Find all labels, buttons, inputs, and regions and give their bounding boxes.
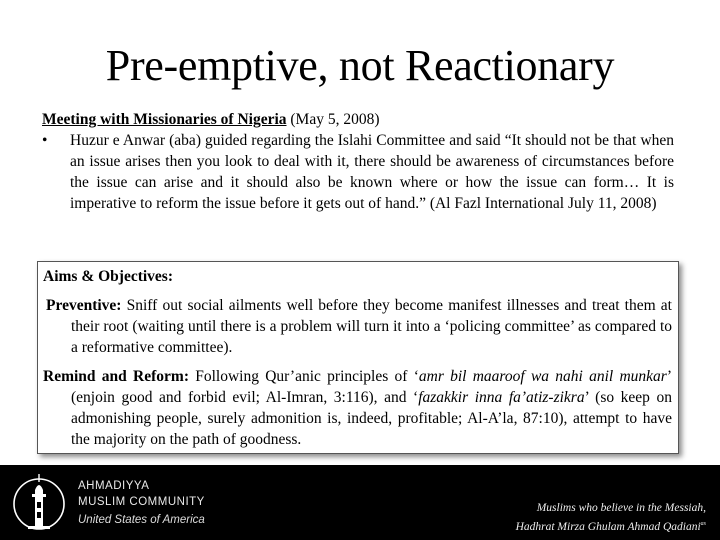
preventive-label: Preventive:	[46, 297, 122, 314]
remind-label: Remind and Reform:	[43, 368, 189, 385]
minaret-logo-icon	[12, 468, 66, 536]
remind-italic-2: fazakkir inna fa’atiz-zikra	[418, 389, 585, 406]
remind-text-1: Following Qur’anic principles of ‘	[195, 368, 419, 385]
tagline-line-2	[516, 516, 706, 535]
remind-italic-1: amr bil maaroof wa nahi anil munkar	[418, 368, 667, 385]
org-line-2: MUSLIM COMMUNITY	[78, 496, 205, 508]
org-line-1: AHMADIYYA	[78, 480, 150, 492]
meeting-date: (May 5, 2008)	[290, 111, 380, 128]
aims-box	[37, 261, 679, 454]
footer-tagline	[516, 500, 706, 535]
aims-heading: Aims & Objectives:	[43, 268, 173, 285]
preventive-text: Sniff out social ailments well before they become manifest illnesses and treat them at their root (waiting until there is a problem will turn it into a ‘policing committee’ as compared to a reformative committee).	[71, 297, 672, 356]
meeting-section	[42, 109, 674, 214]
footer-bar	[0, 465, 720, 540]
remind-text-2: ’ (enjoin good and forbid evil; Al-Imran, 3:116), and ‘	[71, 368, 672, 406]
meeting-heading-line	[42, 109, 674, 130]
tagline-name: Hadhrat Mirza Ghulam Ahmad Qadiani	[515, 520, 701, 533]
meeting-heading: Meeting with Missionaries of Nigeria	[42, 111, 287, 128]
slide-title: Pre-emptive, not Reactionary	[105, 41, 615, 90]
remind-text-3: ’ (so keep on admonishing people, surely admonition is, indeed, profitable; Al-A’la, 87:10), attempt to have the majority on the path of goodness.	[71, 389, 672, 448]
tagline-line-1: Muslims who believe in the Messiah,	[536, 502, 706, 514]
meeting-quote: Huzur e Anwar (aba) guided regarding the Islahi Committee and said “It should not be that when an issue arises then you look to deal with it, there should be awareness of circumstances before the issue can arise and it should also be known where or how the issue can form… It is imperative to reform the issue before it gets out of hand.” (Al Fazl International July 11, 2008)	[70, 132, 674, 212]
preventive-item	[43, 295, 672, 358]
meeting-bullet	[42, 130, 674, 214]
remind-item	[43, 366, 672, 450]
tagline-mark: as	[700, 521, 706, 527]
org-name	[78, 478, 205, 528]
org-line-3: United States of America	[78, 514, 205, 526]
bullet-dot: •	[42, 132, 48, 149]
